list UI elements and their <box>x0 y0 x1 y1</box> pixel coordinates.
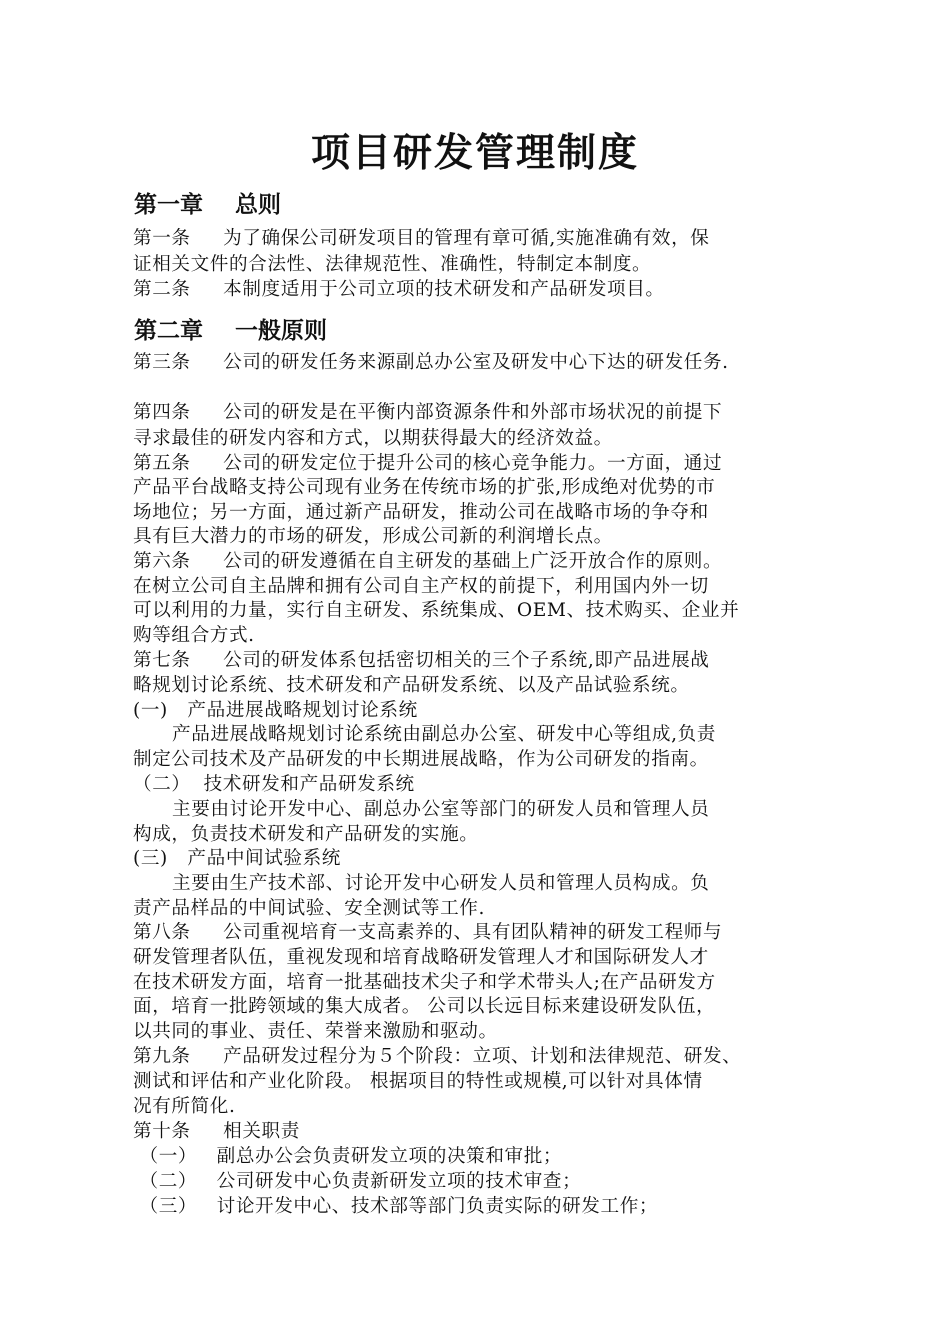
article-8-line-1: 第八条 公司重视培育一支高素养的、具有团队精神的研发工程师与 <box>133 922 723 943</box>
article-8-line-4: 面，培育一批跨领域的集大成者。 公司以长远目标来建设研发队伍， <box>133 996 716 1017</box>
subsection-3-title: (三) 产品中间试验系统 <box>133 848 341 869</box>
article-7-line-1: 第七条 公司的研发体系包括密切相关的三个子系统,即产品进展战 <box>133 650 710 671</box>
subsection-3-line-1: 主要由生产技术部、讨论开发中心研发人员和管理人员构成。负 <box>133 873 710 894</box>
article-10-line-1: 第十条 相关职责 <box>133 1121 300 1142</box>
chapter-1-heading: 第一章 总则 <box>134 192 282 218</box>
article-6-line-4: 购等组合方式. <box>133 625 255 646</box>
chapter-2-heading: 第二章 一般原则 <box>134 318 328 344</box>
article-5-line-4: 具有巨大潜力的市场的研发，形成公司新的利润增长点。 <box>133 526 613 547</box>
article-4-line-2: 寻求最佳的研发内容和方式，以期获得最大的经济效益。 <box>133 428 613 449</box>
article-9-line-3: 况有所简化. <box>133 1096 236 1117</box>
article-9-line-2: 测试和评估和产业化阶段。 根据项目的特性或规模,可以针对具体情 <box>133 1071 703 1092</box>
article-3-line-1: 第三条 公司的研发任务来源副总办公室及研发中心下达的研发任务. <box>133 352 729 373</box>
article-10-item-3: （三） 讨论开发中心、技术部等部门负责实际的研发工作； <box>133 1196 659 1217</box>
article-1-line-1: 第一条 为了确保公司研发项目的管理有章可循,实施准确有效，保 <box>133 228 710 249</box>
subsection-2-line-2: 构成，负责技术研发和产品研发的实施。 <box>133 824 479 845</box>
article-6-line-1: 第六条 公司的研发遵循在自主研发的基础上广泛开放合作的原则。 <box>133 551 723 572</box>
article-2-line-1: 第二条 本制度适用于公司立项的技术研发和产品研发项目。 <box>133 279 665 300</box>
subsection-2-title: （二） 技术研发和产品研发系统 <box>133 774 415 795</box>
article-8-line-3: 在技术研发方面，培育一批基础技术尖子和学术带头人;在产品研发方 <box>133 972 716 993</box>
article-6-line-3: 可以利用的力量，实行自主研发、系统集成、OEM、技术购买、企业并 <box>133 600 740 621</box>
document-title: 项目研发管理制度 <box>310 131 639 176</box>
article-7-line-2: 略规划讨论系统、技术研发和产品研发系统、以及产品试验系统。 <box>133 675 690 696</box>
article-8-line-2: 研发管理者队伍，重视发现和培育战略研发管理人才和国际研发人才 <box>133 947 709 968</box>
article-5-line-2: 产品平台战略支持公司现有业务在传统市场的扩张,形成绝对优势的市 <box>133 477 716 498</box>
subsection-2-line-1: 主要由讨论开发中心、副总办公室等部门的研发人员和管理人员 <box>133 799 710 820</box>
subsection-1-title: (一) 产品进展战略规划讨论系统 <box>133 700 418 721</box>
subsection-1-line-1: 产品进展战略规划讨论系统由副总办公室、研发中心等组成,负责 <box>133 724 716 745</box>
article-1-line-2: 证相关文件的合法性、法律规范性、准确性，特制定本制度。 <box>133 254 652 275</box>
article-5-line-1: 第五条 公司的研发定位于提升公司的核心竞争能力。一方面，通过 <box>133 453 723 474</box>
article-8-line-5: 以共同的事业、责任、荣誉来激励和驱动。 <box>133 1021 498 1042</box>
subsection-1-line-2: 制定公司技术及产品研发的中长期进展战略，作为公司研发的指南。 <box>133 749 709 770</box>
article-10-item-1: （一） 副总办公会负责研发立项的决策和审批； <box>133 1146 563 1167</box>
article-10-item-2: （二） 公司研发中心负责新研发立项的技术审查； <box>133 1171 582 1192</box>
article-6-line-2: 在树立公司自主品牌和拥有公司自主产权的前提下，利用国内外一切 <box>133 576 709 597</box>
subsection-3-line-2: 责产品样品的中间试验、安全测试等工作. <box>133 898 485 919</box>
article-9-line-1: 第九条 产品研发过程分为５个阶段：立项、计划和法律规范、研发、 <box>133 1046 742 1067</box>
article-4-line-1: 第四条 公司的研发是在平衡内部资源条件和外部市场状况的前提下 <box>133 402 723 423</box>
article-5-line-3: 场地位；另一方面，通过新产品研发，推动公司在战略市场的争夺和 <box>133 502 709 523</box>
